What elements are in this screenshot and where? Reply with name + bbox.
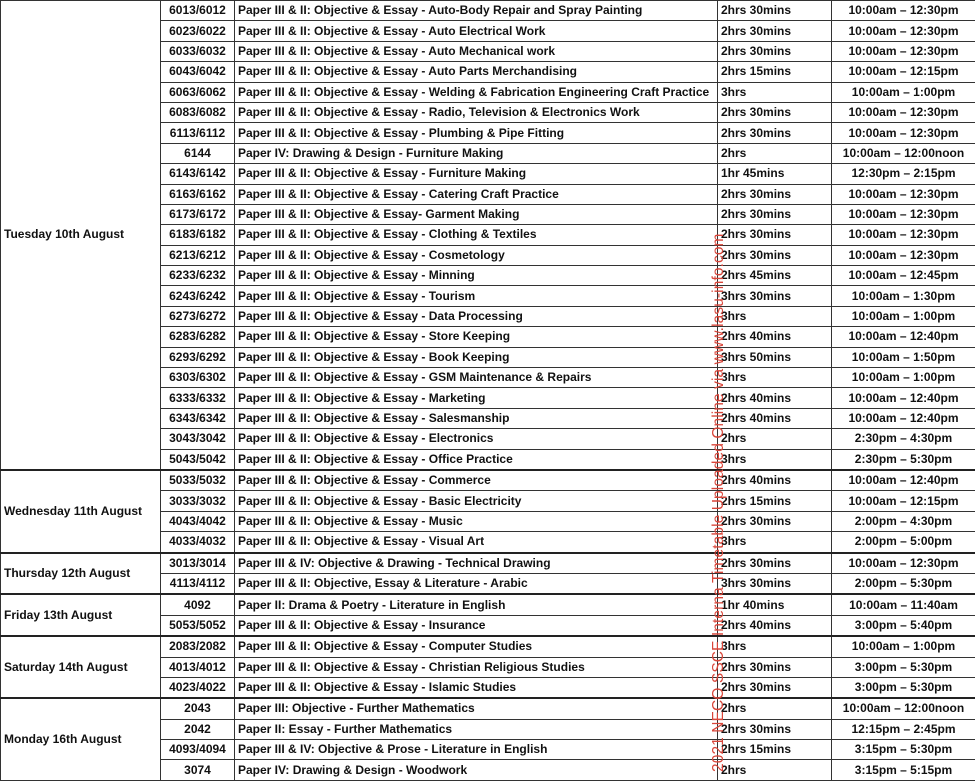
table-row <box>1 594 975 615</box>
paper-code: 4033/4032 <box>161 532 235 553</box>
paper-title: Paper III & II: Objective & Essay - Data Processing <box>235 306 718 326</box>
exam-duration: 2hrs <box>718 698 832 719</box>
paper-title: Paper III & II: Objective, Essay & Literature - Arabic <box>235 573 718 594</box>
exam-duration: 2hrs 40mins <box>718 327 832 347</box>
paper-title: Paper III & II: Objective & Essay - Music <box>235 511 718 531</box>
exam-duration: 2hrs 15mins <box>718 62 832 82</box>
paper-title: Paper III & II: Objective & Essay - Tourism <box>235 286 718 306</box>
exam-duration: 2hrs 15mins <box>718 740 832 760</box>
exam-time: 10:00am – 1:00pm <box>832 306 975 326</box>
exam-time: 2:30pm – 4:30pm <box>832 429 975 449</box>
exam-time: 10:00am – 1:50pm <box>832 347 975 367</box>
paper-code: 6233/6232 <box>161 266 235 286</box>
exam-duration: 2hrs 15mins <box>718 491 832 511</box>
paper-title: Paper III & II: Objective & Essay- Garment Making <box>235 204 718 224</box>
paper-code: 6023/6022 <box>161 21 235 41</box>
paper-title: Paper III & II: Objective & Essay - Cosmetology <box>235 245 718 265</box>
exam-duration: 3hrs 30mins <box>718 573 832 594</box>
paper-code: 6163/6162 <box>161 184 235 204</box>
exam-time: 10:00am – 12:00noon <box>832 698 975 719</box>
paper-title: Paper III & II: Objective & Essay - Clothing & Textiles <box>235 225 718 245</box>
exam-duration: 1hr 45mins <box>718 164 832 184</box>
exam-day: Saturday 14th August <box>1 636 161 698</box>
paper-title: Paper III & II: Objective & Essay - Islamic Studies <box>235 677 718 698</box>
paper-title: Paper III & II: Objective & Essay - Minning <box>235 266 718 286</box>
paper-title: Paper III & IV: Objective & Drawing - Technical Drawing <box>235 553 718 574</box>
paper-code: 6083/6082 <box>161 102 235 122</box>
exam-day: Thursday 12th August <box>1 553 161 595</box>
paper-title: Paper III & II: Objective & Essay - GSM Maintenance & Repairs <box>235 368 718 388</box>
exam-day: Wednesday 11th August <box>1 470 161 553</box>
exam-day: Monday 16th August <box>1 698 161 780</box>
exam-day: Tuesday 10th August <box>1 1 161 470</box>
paper-title: Paper III & II: Objective & Essay - Store Keeping <box>235 327 718 347</box>
paper-code: 5043/5042 <box>161 449 235 470</box>
exam-time: 10:00am – 12:30pm <box>832 1 975 21</box>
exam-time: 10:00am – 12:30pm <box>832 102 975 122</box>
paper-code: 6143/6142 <box>161 164 235 184</box>
timetable-body <box>1 1 975 781</box>
paper-code: 6033/6032 <box>161 41 235 61</box>
table-row <box>1 636 975 657</box>
exam-time: 10:00am – 1:30pm <box>832 286 975 306</box>
exam-duration: 2hrs 40mins <box>718 470 832 491</box>
exam-duration: 2hrs 30mins <box>718 41 832 61</box>
paper-code: 6144 <box>161 143 235 163</box>
paper-code: 6173/6172 <box>161 204 235 224</box>
exam-time: 10:00am – 12:30pm <box>832 245 975 265</box>
paper-title: Paper III & II: Objective & Essay - Catering Craft Practice <box>235 184 718 204</box>
exam-duration: 2hrs 30mins <box>718 1 832 21</box>
exam-time: 10:00am – 12:30pm <box>832 123 975 143</box>
exam-time: 3:00pm – 5:30pm <box>832 677 975 698</box>
paper-code: 6183/6182 <box>161 225 235 245</box>
exam-time: 10:00am – 11:40am <box>832 594 975 615</box>
exam-time: 2:00pm – 5:00pm <box>832 532 975 553</box>
exam-duration: 3hrs <box>718 636 832 657</box>
exam-time: 10:00am – 12:30pm <box>832 184 975 204</box>
exam-time: 2:00pm – 4:30pm <box>832 511 975 531</box>
paper-code: 3043/3042 <box>161 429 235 449</box>
paper-code: 2042 <box>161 719 235 739</box>
exam-duration: 2hrs 40mins <box>718 388 832 408</box>
paper-title: Paper III & II: Objective & Essay - Commerce <box>235 470 718 491</box>
exam-time: 10:00am – 1:00pm <box>832 368 975 388</box>
exam-duration: 2hrs 40mins <box>718 615 832 636</box>
paper-code: 6293/6292 <box>161 347 235 367</box>
paper-title: Paper IV: Drawing & Design - Furniture Making <box>235 143 718 163</box>
exam-time: 3:15pm – 5:15pm <box>832 760 975 780</box>
exam-time: 3:00pm – 5:40pm <box>832 615 975 636</box>
paper-title: Paper III & II: Objective & Essay - Insurance <box>235 615 718 636</box>
exam-time: 3:15pm – 5:30pm <box>832 740 975 760</box>
paper-code: 2043 <box>161 698 235 719</box>
paper-code: 5053/5052 <box>161 615 235 636</box>
paper-code: 6113/6112 <box>161 123 235 143</box>
exam-duration: 2hrs 30mins <box>718 677 832 698</box>
exam-time: 3:00pm – 5:30pm <box>832 657 975 677</box>
table-row <box>1 698 975 719</box>
exam-duration: 2hrs 30mins <box>718 553 832 574</box>
exam-duration: 3hrs 50mins <box>718 347 832 367</box>
paper-title: Paper IV: Drawing & Design - Woodwork <box>235 760 718 780</box>
exam-time: 10:00am – 1:00pm <box>832 82 975 102</box>
exam-duration: 2hrs <box>718 143 832 163</box>
exam-duration: 3hrs <box>718 306 832 326</box>
paper-code: 3074 <box>161 760 235 780</box>
paper-title: Paper III & II: Objective & Essay - Plumbing & Pipe Fitting <box>235 123 718 143</box>
paper-code: 3013/3014 <box>161 553 235 574</box>
paper-title: Paper III & II: Objective & Essay - Welding & Fabrication Engineering Craft Practice <box>235 82 718 102</box>
exam-time: 10:00am – 1:00pm <box>832 636 975 657</box>
paper-title: Paper III & II: Objective & Essay - Auto Parts Merchandising <box>235 62 718 82</box>
paper-code: 6333/6332 <box>161 388 235 408</box>
paper-code: 6273/6272 <box>161 306 235 326</box>
paper-code: 6043/6042 <box>161 62 235 82</box>
paper-code: 6213/6212 <box>161 245 235 265</box>
exam-duration: 2hrs 30mins <box>718 225 832 245</box>
paper-title: Paper III & IV: Objective & Prose - Literature in English <box>235 740 718 760</box>
paper-code: 6343/6342 <box>161 408 235 428</box>
table-row <box>1 470 975 491</box>
exam-time: 10:00am – 12:30pm <box>832 225 975 245</box>
paper-code: 3033/3032 <box>161 491 235 511</box>
exam-time: 10:00am – 12:15pm <box>832 62 975 82</box>
paper-title: Paper III & II: Objective & Essay - Electronics <box>235 429 718 449</box>
exam-duration: 2hrs 45mins <box>718 266 832 286</box>
exam-duration: 2hrs 30mins <box>718 657 832 677</box>
paper-code: 4043/4042 <box>161 511 235 531</box>
exam-time: 10:00am – 12:00noon <box>832 143 975 163</box>
exam-time: 2:30pm – 5:30pm <box>832 449 975 470</box>
exam-duration: 2hrs 30mins <box>718 204 832 224</box>
exam-time: 12:30pm – 2:15pm <box>832 164 975 184</box>
exam-time: 10:00am – 12:45pm <box>832 266 975 286</box>
paper-code: 4093/4094 <box>161 740 235 760</box>
exam-duration: 3hrs <box>718 449 832 470</box>
paper-title: Paper II: Essay - Further Mathematics <box>235 719 718 739</box>
paper-code: 4023/4022 <box>161 677 235 698</box>
exam-duration: 2hrs 30mins <box>718 21 832 41</box>
exam-duration: 2hrs 30mins <box>718 245 832 265</box>
paper-title: Paper III & II: Objective & Essay - Christian Religious Studies <box>235 657 718 677</box>
exam-time: 10:00am – 12:30pm <box>832 204 975 224</box>
exam-duration: 2hrs 30mins <box>718 719 832 739</box>
paper-title: Paper III: Objective - Further Mathematics <box>235 698 718 719</box>
paper-title: Paper III & II: Objective & Essay - Radio, Television & Electronics Work <box>235 102 718 122</box>
exam-duration: 2hrs 40mins <box>718 408 832 428</box>
paper-code: 5033/5032 <box>161 470 235 491</box>
paper-title: Paper III & II: Objective & Essay - Office Practice <box>235 449 718 470</box>
paper-title: Paper III & II: Objective & Essay - Computer Studies <box>235 636 718 657</box>
exam-duration: 2hrs 30mins <box>718 511 832 531</box>
exam-duration: 3hrs <box>718 368 832 388</box>
paper-code: 6063/6062 <box>161 82 235 102</box>
paper-title: Paper III & II: Objective & Essay - Furniture Making <box>235 164 718 184</box>
paper-title: Paper III & II: Objective & Essay - Auto Electrical Work <box>235 21 718 41</box>
exam-duration: 2hrs 30mins <box>718 184 832 204</box>
exam-duration: 3hrs 30mins <box>718 286 832 306</box>
paper-code: 4113/4112 <box>161 573 235 594</box>
watermark-text: 2021 NECO SSCE Interna Timetable Uploaded Online via www.lasu-info.com <box>710 233 728 772</box>
exam-time: 10:00am – 12:30pm <box>832 41 975 61</box>
paper-title: Paper III & II: Objective & Essay - Marketing <box>235 388 718 408</box>
paper-title: Paper III & II: Objective & Essay - Auto-Body Repair and Spray Painting <box>235 1 718 21</box>
exam-time: 10:00am – 12:40pm <box>832 408 975 428</box>
paper-title: Paper II: Drama & Poetry - Literature in English <box>235 594 718 615</box>
paper-code: 4013/4012 <box>161 657 235 677</box>
table-row <box>1 1 975 21</box>
exam-time: 2:00pm – 5:30pm <box>832 573 975 594</box>
exam-duration: 2hrs 30mins <box>718 123 832 143</box>
paper-code: 6013/6012 <box>161 1 235 21</box>
exam-time: 10:00am – 12:40pm <box>832 388 975 408</box>
paper-title: Paper III & II: Objective & Essay - Auto Mechanical work <box>235 41 718 61</box>
exam-duration: 2hrs <box>718 760 832 780</box>
paper-code: 4092 <box>161 594 235 615</box>
table-row <box>1 553 975 574</box>
exam-duration: 2hrs <box>718 429 832 449</box>
exam-time: 10:00am – 12:40pm <box>832 327 975 347</box>
exam-time: 10:00am – 12:15pm <box>832 491 975 511</box>
exam-duration: 3hrs <box>718 532 832 553</box>
paper-title: Paper III & II: Objective & Essay - Visual Art <box>235 532 718 553</box>
exam-time: 10:00am – 12:30pm <box>832 553 975 574</box>
exam-duration: 3hrs <box>718 82 832 102</box>
exam-time: 10:00am – 12:40pm <box>832 470 975 491</box>
exam-duration: 2hrs 30mins <box>718 102 832 122</box>
exam-duration: 1hr 40mins <box>718 594 832 615</box>
paper-title: Paper III & II: Objective & Essay - Book Keeping <box>235 347 718 367</box>
paper-code: 2083/2082 <box>161 636 235 657</box>
paper-title: Paper III & II: Objective & Essay - Salesmanship <box>235 408 718 428</box>
paper-code: 6283/6282 <box>161 327 235 347</box>
paper-code: 6303/6302 <box>161 368 235 388</box>
paper-title: Paper III & II: Objective & Essay - Basic Electricity <box>235 491 718 511</box>
exam-day: Friday 13th August <box>1 594 161 636</box>
paper-code: 6243/6242 <box>161 286 235 306</box>
exam-time: 10:00am – 12:30pm <box>832 21 975 41</box>
exam-time: 12:15pm – 2:45pm <box>832 719 975 739</box>
